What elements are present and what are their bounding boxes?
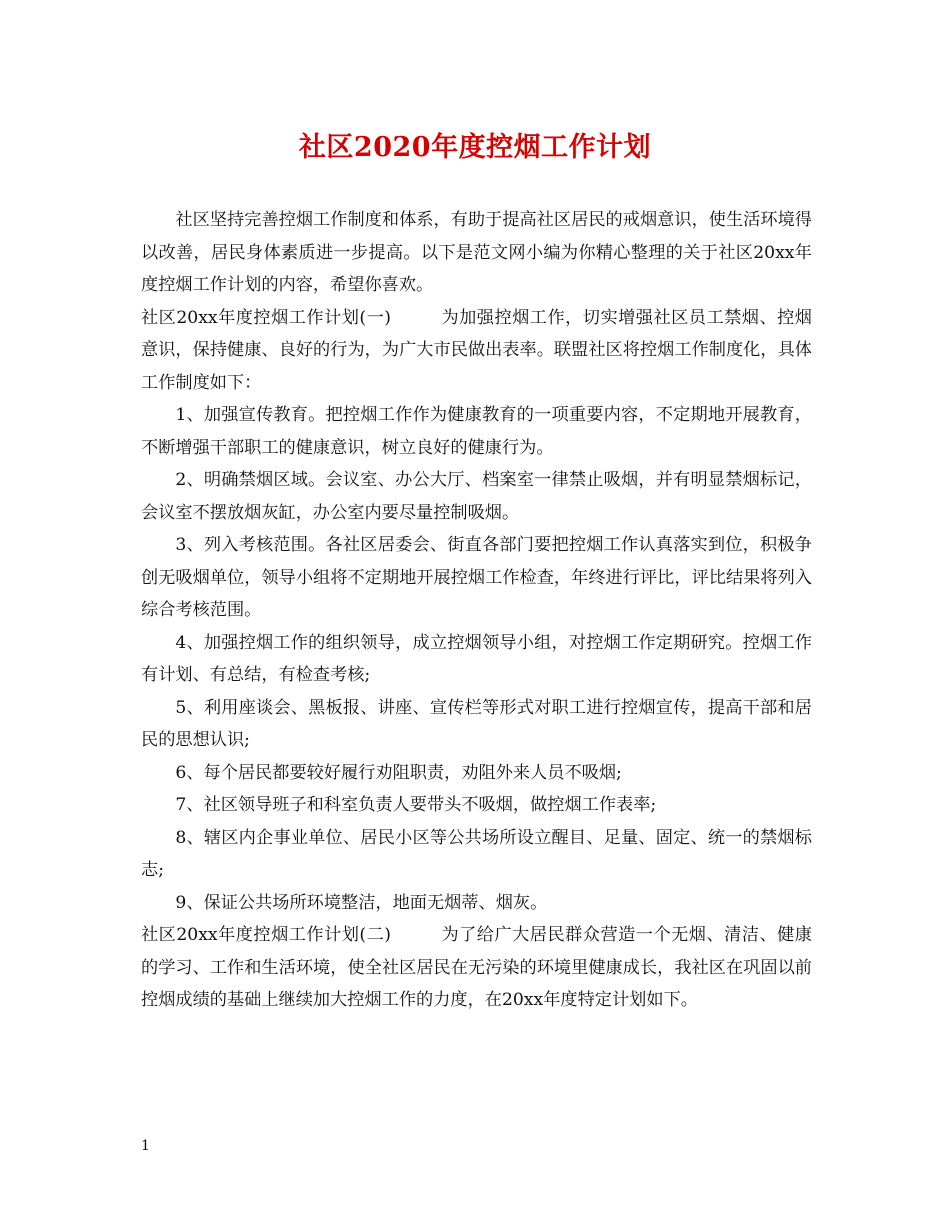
section-1-heading: 社区20xx年度控烟工作计划(一) bbox=[141, 307, 391, 328]
section-2-heading: 社区20xx年度控烟工作计划(二) bbox=[141, 925, 391, 945]
list-item-6: 6、每个居民都要较好履行劝阻职责，劝阻外来人员不吸烟; bbox=[175, 762, 622, 783]
list-item-7: 7、社区领导班子和科室负责人要带头不吸烟，做控烟工作表率; bbox=[175, 795, 657, 815]
page-number: 1 bbox=[141, 1138, 150, 1154]
list-item-3: 3、列入考核范围。各社区居委会、街直各部门要把控烟工作认真落实到位，积极争创无吸烟单位，领导小组将不定期地开展控烟工作检查，年终进行评比，评比结果将列入综合考核范围。 bbox=[141, 535, 812, 620]
list-item-5: 5、利用座谈会、黑板报、讲座、宣传栏等形式对职工进行控烟宣传，提高干部和居民的思想认识; bbox=[141, 697, 812, 750]
document-title: 社区2020年度控烟工作计划 bbox=[298, 132, 652, 163]
list-item-9: 9、保证公共场所环境整洁，地面无烟蒂、烟灰。 bbox=[175, 892, 548, 913]
section-2-text: 为了给广大居民群众营造一个无烟、清洁、健康的学习、工作和生活环境，使全社区居民在无污染的环境里健康成长，我社区在巩固以前控烟成绩的基础上继续加大控烟工作的力度，在20xx年度特定计划如下。 bbox=[141, 925, 812, 1010]
intro-paragraph: 社区坚持完善控烟工作制度和体系，有助于提高社区居民的戒烟意识，使生活环境得以改善，居民身体素质进一步提高。以下是范文网小编为你精心整理的关于社区20xx年度控烟工作计划的内容，希望你喜欢。 bbox=[141, 210, 812, 295]
section-2-paragraph bbox=[141, 919, 812, 1017]
list-item-1: 1、加强宣传教育。把控烟工作作为健康教育的一项重要内容，不定期地开展教育，不断增强干部职工的健康意识，树立良好的健康行为。 bbox=[141, 405, 812, 458]
list-item-2: 2、明确禁烟区域。会议室、办公大厅、档案室一律禁止吸烟，并有明显禁烟标记，会议室不摆放烟灰缸，办公室内要尽量控制吸烟。 bbox=[141, 470, 812, 523]
section-1-text: 为加强控烟工作，切实增强社区员工禁烟、控烟意识，保持健康、良好的行为，为广大市民做出表率。联盟社区将控烟工作制度化，具体工作制度如下： bbox=[141, 307, 812, 393]
list-item-4: 4、加强控烟工作的组织领导，成立控烟领导小组，对控烟工作定期研究。控烟工作有计划、有总结，有检查考核; bbox=[141, 632, 812, 685]
section-1-paragraph bbox=[141, 302, 812, 400]
list-item-8: 8、辖区内企事业单位、居民小区等公共场所设立醒目、足量、固定、统一的禁烟标志; bbox=[141, 827, 812, 880]
document-body bbox=[141, 204, 812, 1017]
